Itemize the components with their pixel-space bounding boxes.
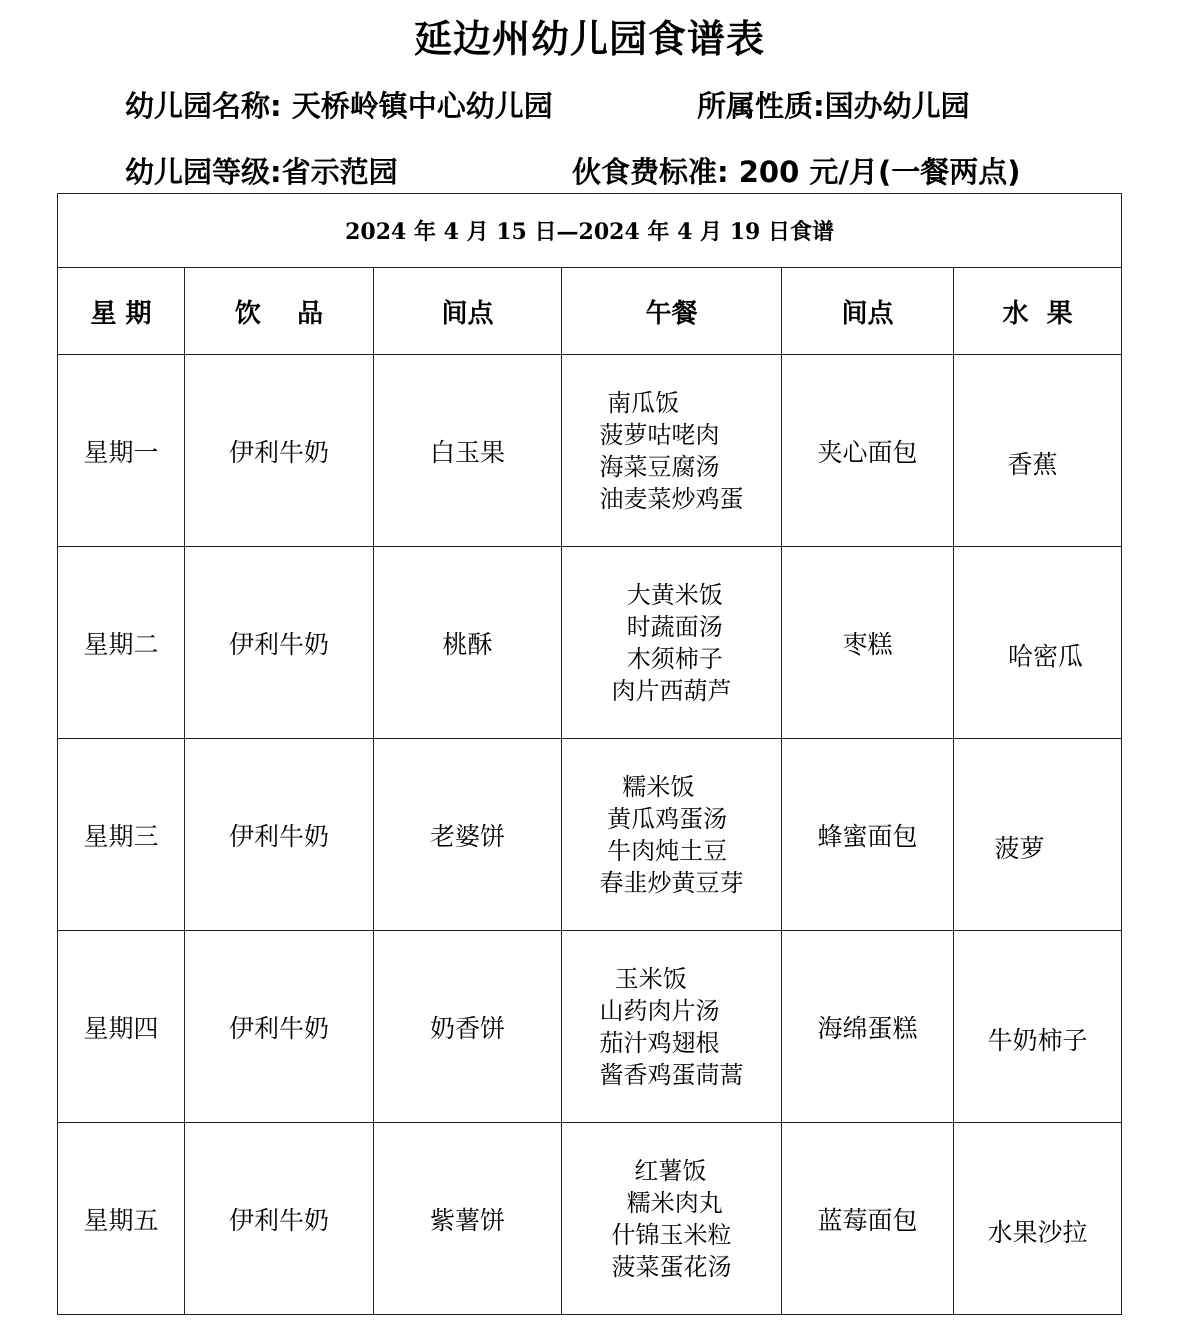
drink-cell: 伊利牛奶 — [185, 1123, 374, 1315]
header-drink: 饮 品 — [185, 268, 374, 355]
fruit-label: 香蕉 — [1007, 449, 1058, 479]
snack-morning-cell: 紫薯饼 — [374, 1123, 562, 1315]
snack-afternoon-cell: 蜂蜜面包 — [782, 739, 954, 931]
page-title: 延边州幼儿园食谱表 — [413, 17, 765, 61]
fruit-cell — [954, 355, 1122, 547]
lunch-cell — [562, 1123, 782, 1315]
meal-fee-value: 200 元/月(一餐两点) — [738, 155, 1021, 189]
header-weekday: 星 期 — [58, 268, 185, 355]
header-snack-afternoon: 间点 — [782, 268, 954, 355]
snack-afternoon-cell: 夹心面包 — [782, 355, 954, 547]
header-snack-morning: 间点 — [374, 268, 562, 355]
lunch-item: 玉米饭 — [599, 964, 687, 993]
lunch-item: 海菜豆腐汤 — [599, 452, 720, 481]
header-fruit: 水 果 — [954, 268, 1122, 355]
fruit-cell — [954, 739, 1122, 931]
lunch-list — [612, 1155, 732, 1283]
kindergarten-grade-label: 幼儿园等级: — [125, 155, 282, 189]
table-row — [58, 931, 1122, 1123]
meal-fee — [572, 150, 1020, 191]
lunch-cell — [562, 739, 782, 931]
weekday-cell: 星期二 — [58, 547, 185, 739]
fruit-cell — [954, 547, 1122, 739]
weekday-cell: 星期三 — [58, 739, 185, 931]
drink-cell: 伊利牛奶 — [185, 547, 374, 739]
lunch-item: 红薯饭 — [611, 1156, 707, 1185]
snack-morning-cell: 白玉果 — [374, 355, 562, 547]
kindergarten-nature-label: 所属性质: — [697, 89, 825, 123]
lunch-list — [600, 771, 744, 899]
table-row — [58, 739, 1122, 931]
lunch-item: 糯米饭 — [599, 772, 695, 801]
lunch-list — [612, 579, 732, 707]
lunch-cell — [562, 355, 782, 547]
lunch-item: 山药肉片汤 — [599, 996, 720, 1025]
fruit-label: 菠萝 — [994, 833, 1045, 863]
lunch-list — [600, 963, 744, 1091]
table-row — [58, 355, 1122, 547]
weekday-cell: 星期四 — [58, 931, 185, 1123]
fruit-label: 水果沙拉 — [987, 1217, 1088, 1247]
lunch-item: 茄汁鸡翅根 — [599, 1028, 720, 1057]
drink-cell: 伊利牛奶 — [185, 355, 374, 547]
lunch-list — [600, 387, 744, 515]
meal-fee-label: 伙食费标准: — [572, 155, 729, 189]
kindergarten-grade — [125, 150, 398, 191]
weekday-cell: 星期五 — [58, 1123, 185, 1315]
drink-cell: 伊利牛奶 — [185, 739, 374, 931]
date-range: 2024 年 4 月 15 日—2024 年 4 月 19 日食谱 — [58, 194, 1122, 268]
snack-morning-cell: 老婆饼 — [374, 739, 562, 931]
kindergarten-name — [125, 84, 553, 125]
header-row — [58, 268, 1122, 355]
header-lunch: 午餐 — [562, 268, 782, 355]
snack-afternoon-cell: 枣糕 — [782, 547, 954, 739]
snack-afternoon-cell: 海绵蛋糕 — [782, 931, 954, 1123]
lunch-item: 菠菜蛋花汤 — [611, 1252, 732, 1281]
lunch-cell — [562, 931, 782, 1123]
lunch-item: 春韭炒黄豆芽 — [599, 868, 744, 897]
kindergarten-nature-value: 国办幼儿园 — [824, 89, 970, 123]
lunch-item: 肉片西葫芦 — [611, 676, 732, 705]
lunch-item: 大黄米饭 — [611, 580, 723, 609]
lunch-item: 菠萝咕咾肉 — [599, 420, 720, 449]
date-range-row — [58, 194, 1122, 268]
lunch-item: 木须柿子 — [611, 644, 723, 673]
snack-morning-cell: 桃酥 — [374, 547, 562, 739]
lunch-item: 酱香鸡蛋茼蒿 — [599, 1060, 744, 1089]
lunch-item: 油麦菜炒鸡蛋 — [599, 484, 744, 513]
fruit-label: 哈密瓜 — [1008, 641, 1084, 671]
kindergarten-name-label: 幼儿园名称: — [125, 89, 282, 123]
fruit-cell — [954, 931, 1122, 1123]
table-row — [58, 547, 1122, 739]
drink-cell: 伊利牛奶 — [185, 931, 374, 1123]
kindergarten-nature — [697, 84, 970, 125]
kindergarten-grade-value: 省示范园 — [281, 155, 398, 189]
lunch-item: 时蔬面汤 — [611, 612, 723, 641]
snack-afternoon-cell: 蓝莓面包 — [782, 1123, 954, 1315]
lunch-cell — [562, 547, 782, 739]
weekly-menu-table — [57, 193, 1122, 1315]
snack-morning-cell: 奶香饼 — [374, 931, 562, 1123]
lunch-item: 什锦玉米粒 — [611, 1220, 732, 1249]
fruit-label: 牛奶柿子 — [987, 1025, 1088, 1055]
lunch-item: 南瓜饭 — [599, 388, 680, 417]
table-row — [58, 1123, 1122, 1315]
kindergarten-name-value: 天桥岭镇中心幼儿园 — [291, 89, 553, 123]
lunch-item: 糯米肉丸 — [611, 1188, 723, 1217]
weekday-cell: 星期一 — [58, 355, 185, 547]
fruit-cell — [954, 1123, 1122, 1315]
lunch-item: 黄瓜鸡蛋汤 — [599, 804, 728, 833]
lunch-item: 牛肉炖土豆 — [599, 836, 728, 865]
